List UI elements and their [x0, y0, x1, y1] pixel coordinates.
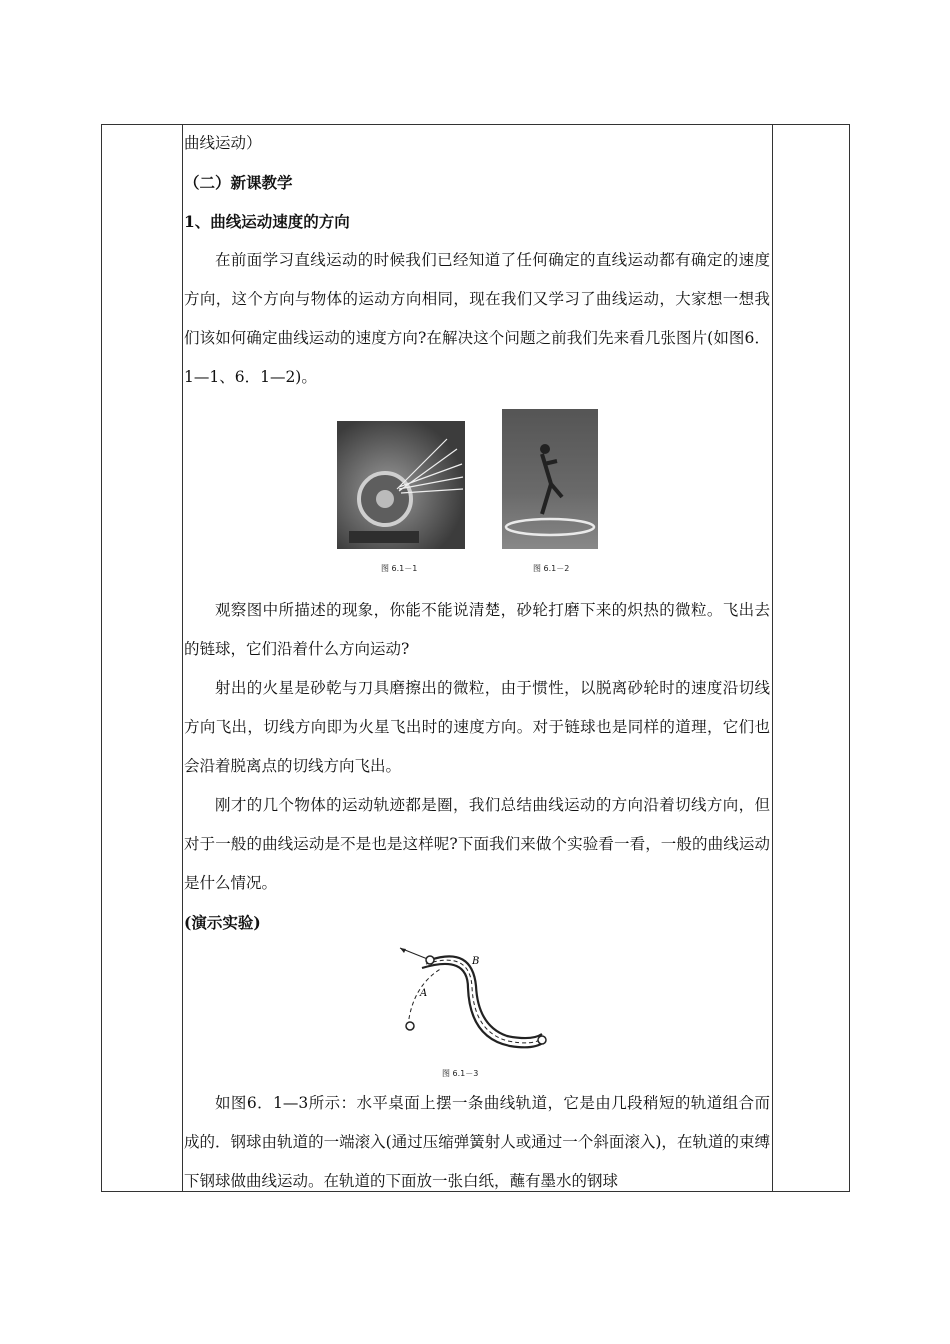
- label-b: B: [472, 956, 480, 967]
- curve-track-diagram: [392, 946, 562, 1082]
- photo-grinding-and-hammer: [337, 409, 617, 559]
- paragraph-explanation: 射出的火星是砂乾与刀具磨擦出的微粒，由于惯性，以脱离砂轮时的速度沿切线方向飞出，切线方向即为火星飞出时的速度方向。对于链球也是同样的道理，它们也会沿着脱离点的切线方向飞出。: [184, 679, 770, 775]
- subsection-heading: 1、曲线运动速度的方向: [184, 212, 350, 231]
- figure-caption-6-1-2: 图 6.1－2: [533, 564, 570, 573]
- column-divider-right: [772, 125, 773, 1191]
- lesson-content: [184, 124, 770, 1201]
- hammer-throw-photo: [502, 409, 598, 549]
- figure-curve-track: [392, 946, 562, 1082]
- paragraph-summary: 刚才的几个物体的运动轨迹都是圈，我们总结曲线运动的方向沿着切线方向，但对于一般的曲线运动是不是也是这样呢?下面我们来做个实验看一看，一般的曲线运动是什么情况。: [184, 796, 770, 892]
- paragraph-observe: 观察图中所描述的现象，你能不能说清楚，砂轮打磨下来的炽热的微粒。飞出去的链球，它们沿着什么方向运动?: [184, 601, 770, 658]
- column-divider-left: [182, 125, 183, 1191]
- figure-caption-6-1-1: 图 6.1－1: [381, 564, 418, 573]
- grinding-wheel-photo: [337, 421, 465, 549]
- paragraph-continued: 曲线运动）: [184, 134, 262, 152]
- section-heading: （二）新课教学: [184, 173, 293, 192]
- label-a: A: [420, 988, 428, 999]
- demo-heading: (演示实验): [184, 913, 261, 932]
- paragraph-intro: 在前面学习直线运动的时候我们已经知道了任何确定的直线运动都有确定的速度方向，这个方向与物体的运动方向相同，现在我们又学习了曲线运动，大家想一想我们该如何确定曲线运动的速度方向?在解决这个问题之前我们先来看几张图片(如图6．1—1、6．1—2)。: [184, 251, 770, 386]
- figure-photos: [337, 409, 617, 577]
- figure-caption-6-1-3: 图 6.1－3: [442, 1069, 479, 1078]
- paragraph-demo-description: 如图6．1—3所示：水平桌面上摆一条曲线轨道，它是由几段稍短的轨道组合而成的．钢球由轨道的一端滚入(通过压缩弹簧射人或通过一个斜面滚入)，在轨道的束缚下钢球做曲线运动。在轨道的下面放一张白纸，蘸有墨水的钢球: [184, 1094, 770, 1190]
